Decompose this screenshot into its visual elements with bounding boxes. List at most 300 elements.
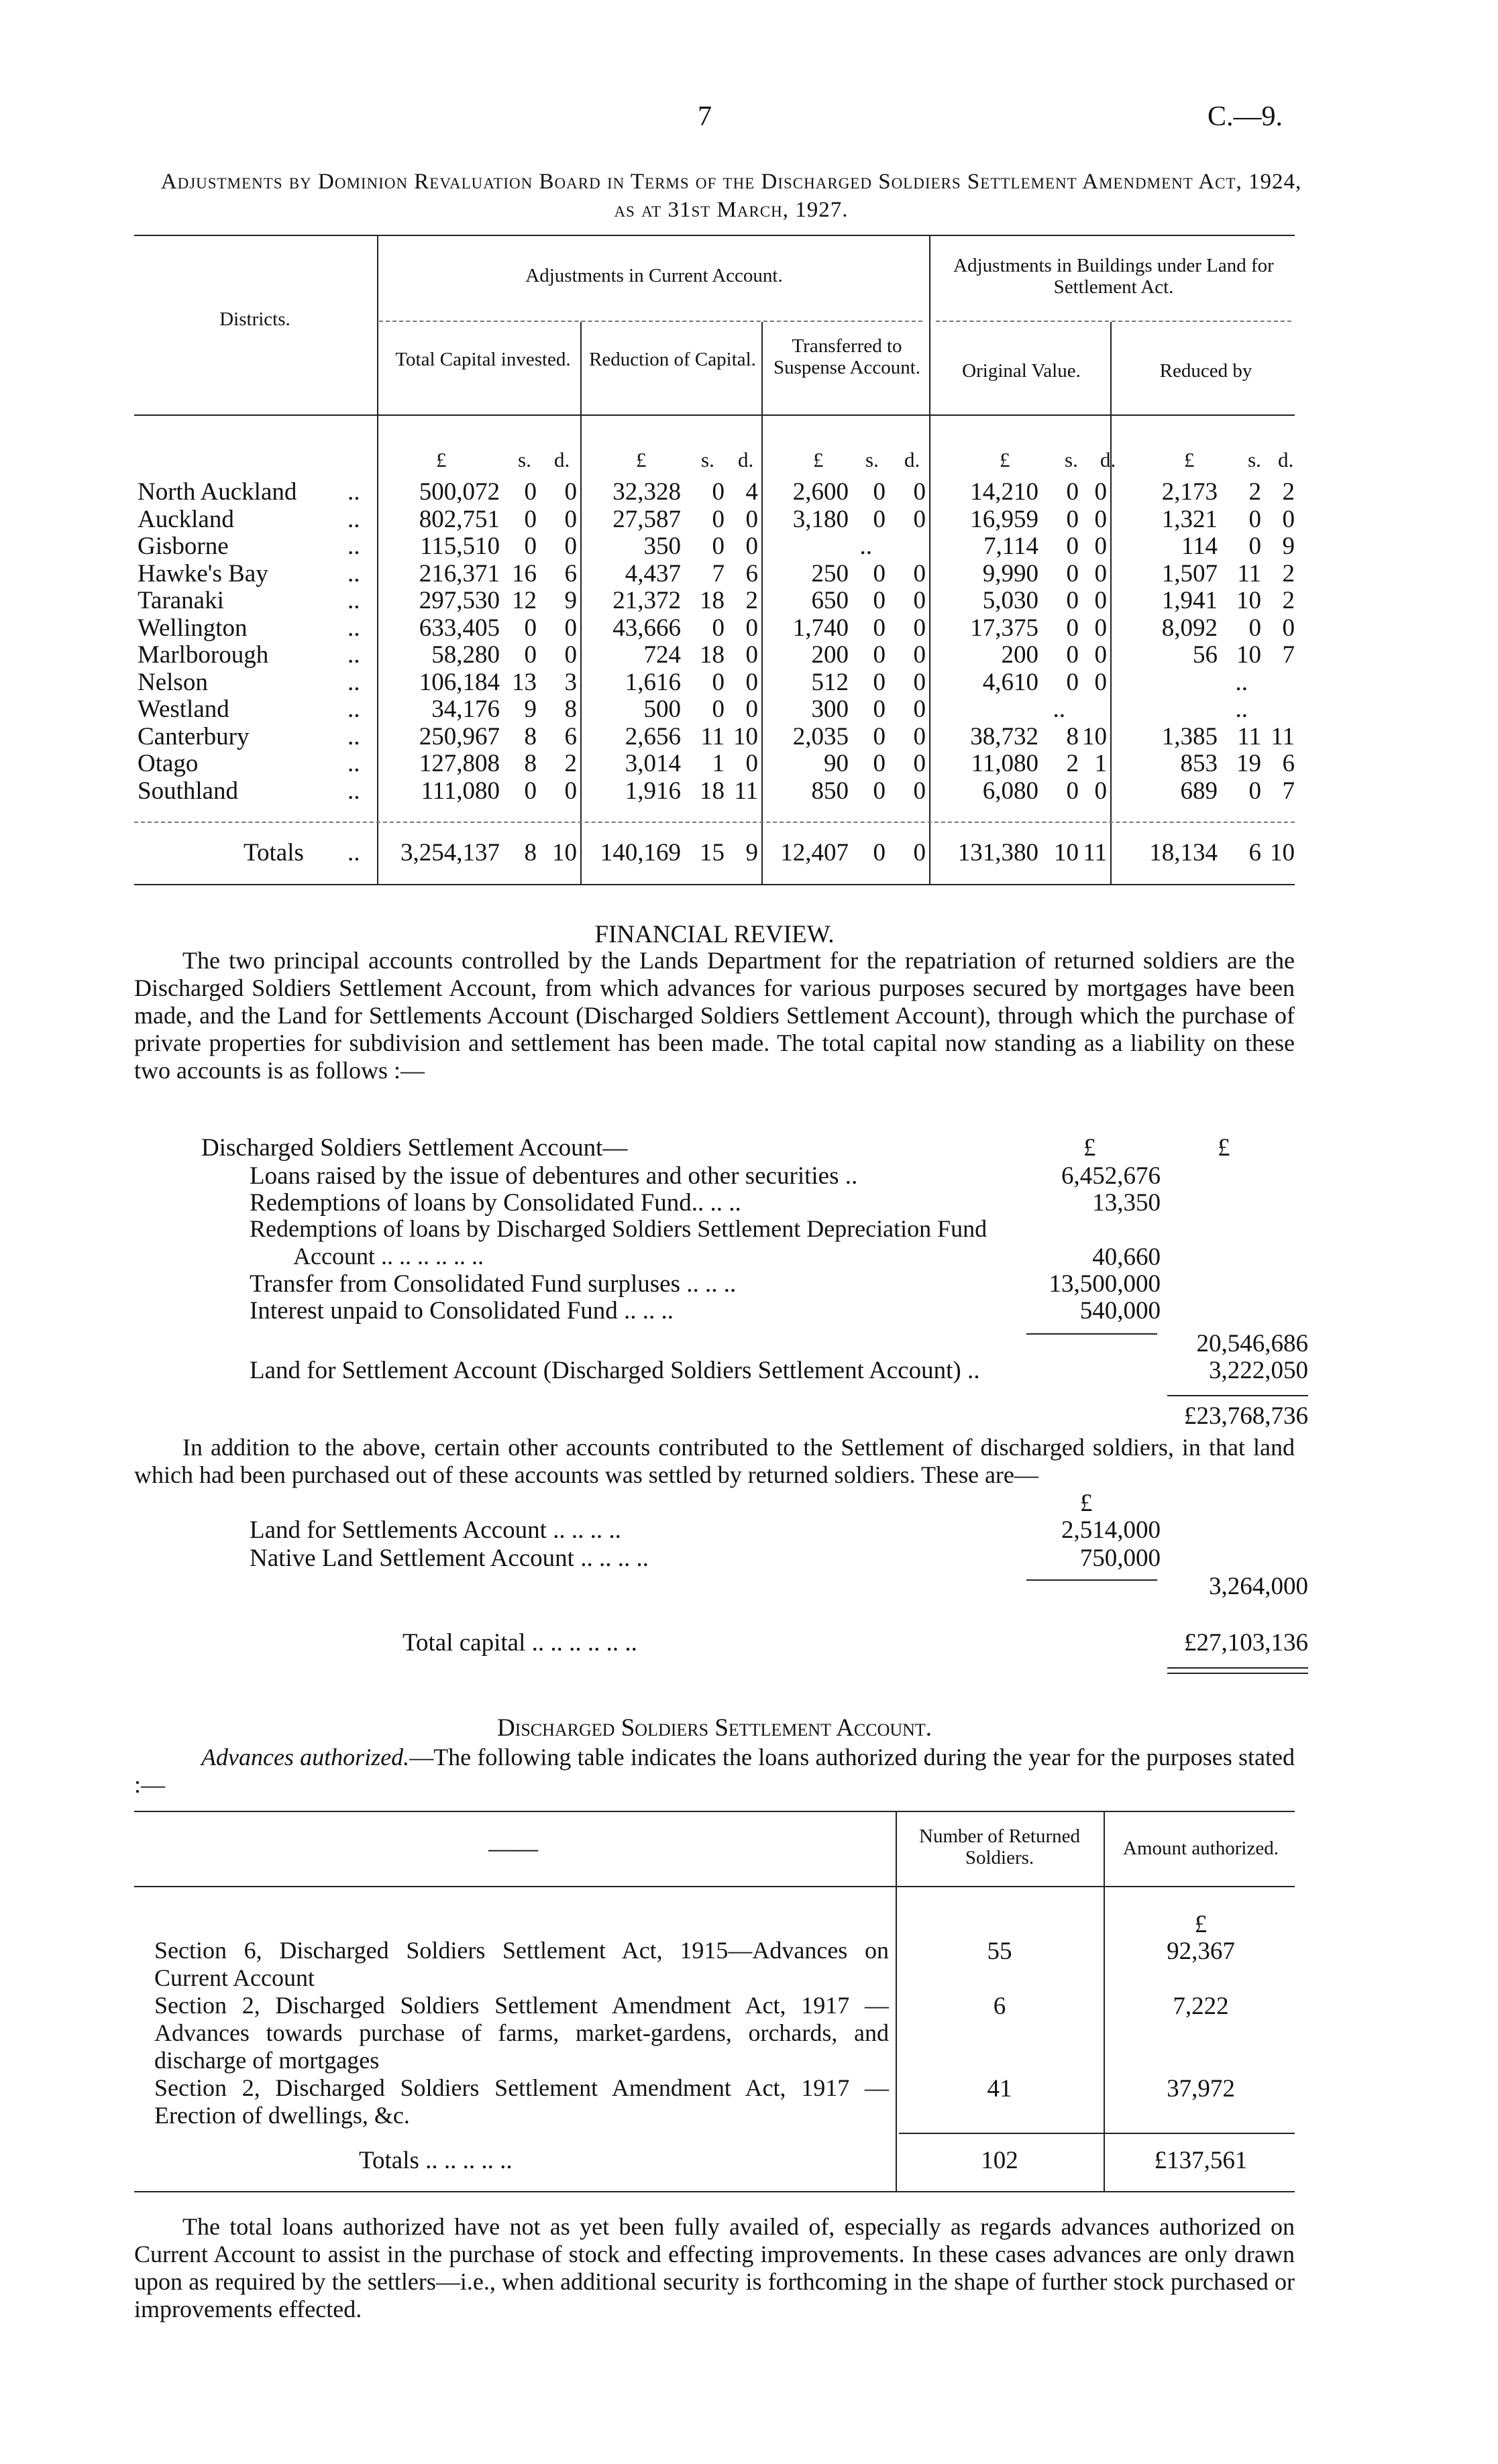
group-rule-buildings: [936, 321, 1291, 322]
cell-original-shillings: 0: [1066, 668, 1079, 696]
cell-original-shillings: 0: [1066, 533, 1079, 560]
leader-dots: ..: [347, 559, 360, 587]
cell-total-pence: 2: [564, 750, 577, 777]
cell-original-shillings: 8: [1066, 722, 1079, 750]
cell-original-pounds: 38,732: [970, 722, 1038, 750]
unit-pence: d.: [1278, 448, 1294, 471]
fin-item-amount: 540,000: [1079, 1297, 1161, 1325]
cell-transferred-pence: 0: [913, 614, 926, 642]
fin-grand-total: £23,768,736: [1184, 1402, 1308, 1430]
fin-subtotal: 20,546,686: [1196, 1330, 1308, 1357]
cell-total-pence: 6: [564, 722, 577, 750]
cell-transferred-shillings: 0: [873, 587, 886, 614]
cell-total-pounds: 106,184: [419, 668, 500, 696]
cell-reduction-shillings: 7: [712, 559, 725, 587]
cell-total-pence: 9: [564, 587, 577, 614]
cell-transferred-pounds: 850: [811, 777, 849, 805]
cell-reduction-shillings: 18: [700, 587, 725, 614]
cell-total-pence: 0: [564, 614, 577, 642]
unit-pound: £: [436, 448, 447, 471]
other-amount: 2,514,000: [1061, 1516, 1161, 1544]
cell-original-pounds: 4,610: [982, 668, 1038, 696]
total-reduction-shillings: 15: [700, 839, 725, 866]
cell-transferred-pounds: 1,740: [792, 614, 849, 642]
unit-shilling: s.: [518, 448, 531, 471]
total-capital-label: Total capital .. .. .. .. .. ..: [403, 1629, 637, 1657]
adv-col-divider: [1104, 1812, 1105, 2191]
cell-reduction-pounds: 1,916: [625, 777, 681, 805]
cell-transferred-shillings: 0: [873, 641, 886, 669]
cell-transferred-pence: 0: [913, 668, 926, 696]
cell-transferred-pence: 0: [913, 641, 926, 669]
table-top-rule: [134, 235, 1295, 236]
total-original-pounds: 131,380: [957, 839, 1038, 866]
cell-total-pence: 8: [564, 695, 577, 723]
cell-reduced-shillings: 0: [1248, 533, 1261, 560]
cell-reduced-pounds: ..: [1235, 695, 1248, 723]
cell-original-pence: 1: [1094, 750, 1107, 777]
cell-reduced-shillings: 11: [1237, 722, 1261, 750]
cell-total-shillings: 16: [512, 559, 537, 587]
cell-total-pence: 0: [564, 533, 577, 560]
cell-transferred-shillings: 0: [873, 559, 886, 587]
cell-reduced-pounds: ..: [1235, 668, 1248, 696]
financial-intro: The two principal accounts controlled by the Lands Department for the repatriation of returned soldiers are the Discharged Soldiers Settlement Account, from which advances for various purposes secured by mortgages have been made, and the Land for Settlements Account (Discharged Soldiers Settlement Account), through which the purchase of private properties for subdivision and settlement has been made. The total capital now standing as a liability on these two accounts is as follows :—: [134, 947, 1295, 1084]
cell-transferred-shillings: 0: [873, 668, 886, 696]
cell-original-pence: 0: [1094, 668, 1107, 696]
cell-original-pence: 0: [1094, 614, 1107, 642]
cell-total-shillings: 0: [524, 505, 537, 533]
cell-reduction-pounds: 350: [643, 533, 681, 560]
table-bottom-rule: [134, 884, 1295, 885]
cell-transferred-pence: 0: [913, 478, 926, 506]
leader-dots: ..: [347, 668, 360, 696]
cell-original-pounds: 11,080: [971, 750, 1038, 777]
addition-text: In addition to the above, certain other accounts contributed to the Settlement of discharged soldiers, in that land which had been purchased out of these accounts was settled by returned soldiers. These are—: [134, 1434, 1295, 1488]
cell-reduction-pence: 0: [745, 695, 758, 723]
unit-pence: d.: [554, 448, 570, 471]
cell-reduction-pence: 0: [745, 505, 758, 533]
adv-col-blank: ——: [488, 1835, 538, 1862]
unit-pence: d.: [738, 448, 754, 471]
cell-reduced-pence: 6: [1282, 750, 1295, 777]
cell-original-pounds: 9,990: [982, 559, 1038, 587]
advances-label: Advances authorized.: [201, 1744, 410, 1771]
total-capital-amount: £27,103,136: [1184, 1629, 1308, 1657]
adv-row-label: Section 2, Discharged Soldiers Settlement Amendment Act, 1917 —Advances towards purchase of farms, market-gardens, orchards, and discharge of mortgages: [154, 1992, 889, 2074]
cell-reduction-pounds: 3,014: [625, 750, 681, 777]
cell-reduction-pence: 10: [733, 722, 758, 750]
cell-original-pence: 0: [1094, 587, 1107, 614]
total-original-shillings: 10: [1054, 839, 1079, 866]
cell-original-pounds: 200: [1001, 641, 1038, 669]
adv-row-number: 41: [987, 2075, 1012, 2103]
district-name: North Auckland: [138, 478, 297, 506]
cell-original-shillings: 0: [1066, 478, 1079, 506]
cell-reduction-shillings: 11: [700, 722, 725, 750]
cell-transferred-shillings: 0: [873, 505, 886, 533]
pound-heading-1: £: [1083, 1134, 1096, 1162]
dssa-heading: Discharged Soldiers Settlement Account.: [496, 1714, 932, 1742]
lfs-amount: 3,222,050: [1209, 1357, 1308, 1384]
cell-original-pence: 0: [1094, 641, 1107, 669]
advances-paragraph: [134, 1744, 1295, 1799]
total-original-pence: 11: [1083, 839, 1107, 866]
cell-total-pence: 3: [564, 668, 577, 696]
cell-transferred-pence: 0: [913, 505, 926, 533]
adv-row-number: 55: [987, 1938, 1012, 1965]
col-districts: Districts.: [219, 309, 290, 330]
cell-original-pounds: 6,080: [982, 777, 1038, 805]
cell-transferred-pence: 0: [913, 777, 926, 805]
total-total-pence: 10: [552, 839, 577, 866]
cell-transferred-shillings: 0: [873, 750, 886, 777]
cell-original-pence: 0: [1094, 505, 1107, 533]
leader-dots: ..: [347, 533, 360, 560]
cell-reduced-shillings: 0: [1248, 614, 1261, 642]
pound-heading-3: £: [1080, 1490, 1093, 1517]
cell-transferred-pounds: ..: [859, 533, 872, 560]
adv-col-amount: Amount authorized.: [1123, 1838, 1279, 1859]
cell-reduction-pounds: 43,666: [612, 614, 681, 642]
leader-dots: ..: [347, 587, 360, 614]
leader-dots: ..: [347, 614, 360, 642]
cell-original-shillings: 2: [1066, 750, 1079, 777]
total-total-pounds: 3,254,137: [400, 839, 500, 866]
cell-original-shillings: 0: [1066, 559, 1079, 587]
cell-reduction-pence: 0: [745, 641, 758, 669]
col-original: Original Value.: [962, 360, 1081, 382]
cell-total-shillings: 0: [524, 533, 537, 560]
district-name: Otago: [138, 750, 199, 777]
cell-reduced-pounds: 114: [1181, 533, 1218, 560]
cell-total-pounds: 500,072: [419, 478, 500, 506]
cell-total-shillings: 8: [524, 722, 537, 750]
cell-reduction-shillings: 1: [712, 750, 725, 777]
cell-reduction-pounds: 4,437: [625, 559, 681, 587]
cell-transferred-shillings: 0: [873, 777, 886, 805]
fin-item-amount: 13,500,000: [1049, 1270, 1161, 1298]
cell-transferred-shillings: 0: [873, 695, 886, 723]
cell-original-shillings: 0: [1066, 614, 1079, 642]
cell-transferred-shillings: 0: [873, 478, 886, 506]
adv-pound: £: [1194, 1911, 1208, 1938]
cell-original-shillings: 0: [1066, 505, 1079, 533]
cell-reduced-pence: 9: [1282, 533, 1295, 560]
cell-reduced-shillings: 2: [1248, 478, 1261, 506]
cell-reduced-pounds: 56: [1193, 641, 1218, 669]
unit-pence: d.: [904, 448, 920, 471]
cell-reduction-shillings: 0: [712, 505, 725, 533]
unit-shilling: s.: [1065, 448, 1078, 471]
cell-total-pounds: 111,080: [421, 777, 500, 805]
adv-row-amount: 7,222: [1173, 1993, 1229, 2020]
cell-original-pounds: ..: [1053, 695, 1065, 723]
cell-reduction-shillings: 0: [712, 533, 725, 560]
grand-rule: [1167, 1395, 1308, 1396]
leader-dots: ..: [347, 777, 360, 805]
cell-total-pounds: 58,280: [431, 641, 500, 669]
district-name: Westland: [138, 695, 229, 723]
subtotal-rule: [1026, 1333, 1157, 1335]
col-reduced: Reduced by: [1159, 360, 1252, 382]
cell-original-pence: 0: [1094, 533, 1107, 560]
cell-transferred-pounds: 2,035: [792, 722, 849, 750]
double-rule-bottom: [1167, 1673, 1308, 1674]
cell-transferred-pence: 0: [913, 695, 926, 723]
other-label: Land for Settlements Account .. .. .. ..: [250, 1516, 621, 1544]
cell-reduced-pence: 7: [1282, 777, 1295, 805]
cell-total-pounds: 297,530: [419, 587, 500, 614]
cell-reduced-shillings: 10: [1236, 587, 1261, 614]
cell-transferred-pounds: 90: [824, 750, 849, 777]
total-transferred-pounds: 12,407: [780, 839, 849, 866]
cell-transferred-shillings: 0: [873, 722, 886, 750]
adv-row-amount: 37,972: [1167, 2075, 1235, 2103]
double-rule-top: [1167, 1667, 1308, 1669]
fin-item-amount: 40,660: [1092, 1243, 1161, 1271]
cell-reduction-pence: 11: [734, 777, 758, 805]
district-name: Gisborne: [138, 533, 229, 560]
cell-total-pounds: 115,510: [420, 533, 500, 560]
cell-reduced-pence: 11: [1271, 722, 1295, 750]
cell-reduction-shillings: 18: [700, 777, 725, 805]
cell-reduction-shillings: 0: [712, 668, 725, 696]
adv-row-label: Section 6, Discharged Soldiers Settlement Act, 1915—Advances on Current Account: [154, 1937, 889, 1991]
group-rule-current: [379, 321, 922, 322]
cell-total-pounds: 34,176: [431, 695, 500, 723]
cell-reduced-pounds: 853: [1180, 750, 1218, 777]
cell-reduced-pounds: 689: [1180, 777, 1218, 805]
district-name: Wellington: [138, 614, 248, 642]
cell-original-pounds: 5,030: [982, 587, 1038, 614]
total-reduction-pounds: 140,169: [600, 839, 681, 866]
other-total: 3,264,000: [1209, 1573, 1308, 1600]
financial-heading: FINANCIAL REVIEW.: [594, 921, 835, 948]
adv-col-number: Number of Returned Soldiers.: [919, 1826, 1080, 1868]
total-reduction-pence: 9: [745, 839, 758, 866]
adv-totals-number: 102: [981, 2147, 1018, 2174]
cell-reduced-shillings: 11: [1237, 559, 1261, 587]
cell-reduced-pence: 0: [1282, 505, 1295, 533]
leader-dots: ..: [347, 478, 360, 506]
cell-original-shillings: 0: [1066, 777, 1079, 805]
cell-reduction-pounds: 724: [643, 641, 681, 669]
cell-transferred-pence: 0: [913, 587, 926, 614]
cell-reduced-shillings: 0: [1248, 505, 1261, 533]
fin-item-label: Loans raised by the issue of debentures and other securities ..: [250, 1162, 858, 1190]
cell-transferred-pence: 0: [913, 559, 926, 587]
cell-total-pence: 0: [564, 641, 577, 669]
cell-total-pounds: 250,967: [419, 722, 500, 750]
cell-transferred-pence: 0: [913, 722, 926, 750]
adv-table-header-rule: [134, 1886, 1295, 1887]
document-reference: C.—9.: [1208, 101, 1283, 132]
unit-pound: £: [636, 448, 647, 471]
cell-transferred-shillings: 0: [873, 614, 886, 642]
dssa-account-label: Discharged Soldiers Settlement Account—: [201, 1134, 628, 1162]
cell-reduced-pounds: 1,321: [1161, 505, 1218, 533]
cell-reduction-pence: 0: [745, 614, 758, 642]
cell-reduction-pounds: 1,616: [625, 668, 681, 696]
cell-reduced-pence: 2: [1282, 587, 1295, 614]
cell-reduced-pounds: 2,173: [1161, 478, 1218, 506]
unit-pound: £: [1184, 448, 1195, 471]
cell-total-pence: 0: [564, 777, 577, 805]
totals-label: Totals: [244, 839, 304, 866]
cell-reduced-pence: 2: [1282, 559, 1295, 587]
col-total-capital: Total Capital invested.: [395, 349, 571, 370]
fin-item-label: Transfer from Consolidated Fund surpluses .. .. ..: [250, 1270, 737, 1298]
district-name: Taranaki: [138, 587, 224, 614]
pound-heading-2: £: [1218, 1134, 1230, 1162]
cell-total-shillings: 0: [524, 777, 537, 805]
adv-totals-rule: [899, 2133, 1295, 2134]
other-label: Native Land Settlement Account .. .. .. ..: [250, 1545, 649, 1572]
cell-reduced-shillings: 19: [1236, 750, 1261, 777]
cell-transferred-pounds: 3,180: [792, 505, 849, 533]
cell-total-shillings: 13: [512, 668, 537, 696]
cell-total-pounds: 633,405: [419, 614, 500, 642]
cell-total-shillings: 8: [524, 750, 537, 777]
district-name: Hawke's Bay: [138, 559, 268, 587]
total-reduced-pounds: 18,134: [1149, 839, 1218, 866]
cell-reduction-pounds: 27,587: [612, 505, 681, 533]
totals-rule: [134, 822, 1295, 823]
cell-total-pounds: 127,808: [419, 750, 500, 777]
closing-paragraph: The total loans authorized have not as yet been fully availed of, especially as regards advances authorized on Current Account to assist in the purchase of stock and effecting improvements. In these cases advances are only drawn upon as required by the settlers—i.e., when additional security is forthcoming in the shape of further stock purchased or improvements effected.: [134, 2213, 1295, 2322]
fin-item-label: Redemptions of loans by Consolidated Fund.. .. ..: [250, 1189, 741, 1217]
adv-totals-amount: £137,561: [1154, 2147, 1248, 2174]
advances-text: —The following table indicates the loans authorized during the year for the purposes stated :—: [134, 1744, 1295, 1798]
cell-original-shillings: 0: [1066, 587, 1079, 614]
fin-item-label: Interest unpaid to Consolidated Fund .. .. ..: [250, 1297, 674, 1325]
adv-col-divider: [896, 1812, 897, 2191]
col-transferred: Transferred to Suspense Account.: [773, 335, 921, 378]
unit-shilling: s.: [1248, 448, 1261, 471]
cell-reduced-pence: 0: [1282, 614, 1295, 642]
leader-dots: ..: [347, 722, 360, 750]
cell-reduced-shillings: 0: [1248, 777, 1261, 805]
cell-original-pounds: 16,959: [970, 505, 1038, 533]
cell-total-pence: 0: [564, 478, 577, 506]
cell-transferred-pounds: 650: [811, 587, 849, 614]
total-transferred-pence: 0: [913, 839, 926, 866]
cell-reduced-pounds: 1,941: [1161, 587, 1218, 614]
cell-original-shillings: 0: [1066, 641, 1079, 669]
district-name: Nelson: [138, 668, 208, 696]
cell-reduction-shillings: 0: [712, 695, 725, 723]
cell-original-pence: 10: [1082, 722, 1107, 750]
cell-reduction-pence: 0: [745, 668, 758, 696]
cell-total-shillings: 0: [524, 641, 537, 669]
unit-shilling: s.: [865, 448, 879, 471]
cell-total-shillings: 12: [512, 587, 537, 614]
page-number: 7: [698, 101, 712, 132]
cell-transferred-pounds: 200: [811, 641, 849, 669]
cell-reduction-pounds: 2,656: [625, 722, 681, 750]
cell-reduced-pounds: 1,385: [1161, 722, 1218, 750]
leader-dots: ..: [347, 839, 360, 866]
cell-reduction-shillings: 18: [700, 641, 725, 669]
total-reduced-shillings: 6: [1248, 839, 1261, 866]
table-header-rule: [134, 414, 1295, 416]
col-reduction: Reduction of Capital.: [589, 349, 756, 370]
adv-row-amount: 92,367: [1167, 1938, 1235, 1965]
cell-transferred-pence: 0: [913, 750, 926, 777]
cell-original-pounds: 14,210: [970, 478, 1038, 506]
group-buildings: Adjustments in Buildings under Land for Settlement Act.: [953, 255, 1274, 298]
other-rule: [1026, 1579, 1157, 1581]
cell-original-pence: 0: [1094, 559, 1107, 587]
district-name: Marlborough: [138, 641, 269, 669]
cell-original-pence: 0: [1094, 777, 1107, 805]
cell-reduction-shillings: 0: [712, 614, 725, 642]
fin-item-amount: 13,350: [1092, 1189, 1161, 1217]
cell-reduced-pence: 2: [1282, 478, 1295, 506]
leader-dots: ..: [347, 695, 360, 723]
cell-total-pounds: 216,371: [419, 559, 500, 587]
adv-table-top-rule: [134, 1811, 1295, 1812]
cell-transferred-pounds: 300: [811, 695, 849, 723]
group-current: Adjustments in Current Account.: [525, 265, 783, 286]
leader-dots: ..: [347, 505, 360, 533]
total-total-shillings: 8: [524, 839, 537, 866]
cell-reduction-pence: 6: [745, 559, 758, 587]
total-transferred-shillings: 0: [873, 839, 886, 866]
lfs-label: Land for Settlement Account (Discharged Soldiers Settlement Account) ..: [250, 1357, 980, 1384]
cell-reduced-shillings: 10: [1236, 641, 1261, 669]
cell-total-shillings: 0: [524, 614, 537, 642]
cell-transferred-pounds: 250: [811, 559, 849, 587]
cell-total-pence: 0: [564, 505, 577, 533]
leader-dots: ..: [347, 641, 360, 669]
district-name: Canterbury: [138, 722, 250, 750]
adv-totals-label: Totals .. .. .. .. ..: [359, 2147, 513, 2174]
cell-total-shillings: 9: [524, 695, 537, 723]
fin-item-label: Redemptions of loans by Discharged Soldiers Settlement Depreciation Fund Account .. .. .. .. .. ..: [250, 1215, 987, 1270]
cell-original-pounds: 7,114: [983, 533, 1038, 560]
cell-reduction-pence: 4: [745, 478, 758, 506]
adv-row-number: 6: [993, 1993, 1006, 2020]
fin-item-amount: 6,452,676: [1061, 1162, 1161, 1190]
adjustments-title: Adjustments by Dominion Revaluation Board in Terms of the Discharged Soldiers Settlement Amendment Act, 1924, as at 31st March, 1927.: [160, 170, 1302, 222]
cell-reduction-pounds: 500: [643, 695, 681, 723]
cell-transferred-pounds: 512: [811, 668, 849, 696]
unit-pound: £: [1000, 448, 1010, 471]
cell-reduced-pounds: 8,092: [1161, 614, 1218, 642]
cell-original-pounds: 17,375: [970, 614, 1038, 642]
other-amount: 750,000: [1079, 1545, 1161, 1572]
unit-shilling: s.: [701, 448, 714, 471]
cell-original-pence: 0: [1094, 478, 1107, 506]
cell-total-pence: 6: [564, 559, 577, 587]
cell-reduction-pounds: 21,372: [612, 587, 681, 614]
leader-dots: ..: [347, 750, 360, 777]
district-name: Southland: [138, 777, 239, 805]
district-name: Auckland: [138, 505, 234, 533]
total-reduced-pence: 10: [1270, 839, 1295, 866]
cell-reduction-shillings: 0: [712, 478, 725, 506]
unit-pence: d.: [1100, 448, 1116, 471]
cell-transferred-pounds: 2,600: [792, 478, 849, 506]
cell-reduction-pence: 0: [745, 533, 758, 560]
cell-total-pounds: 802,751: [419, 505, 500, 533]
unit-pound: £: [813, 448, 824, 471]
cell-reduced-pence: 7: [1282, 641, 1295, 669]
cell-reduction-pence: 0: [745, 750, 758, 777]
cell-reduction-pounds: 32,328: [612, 478, 681, 506]
